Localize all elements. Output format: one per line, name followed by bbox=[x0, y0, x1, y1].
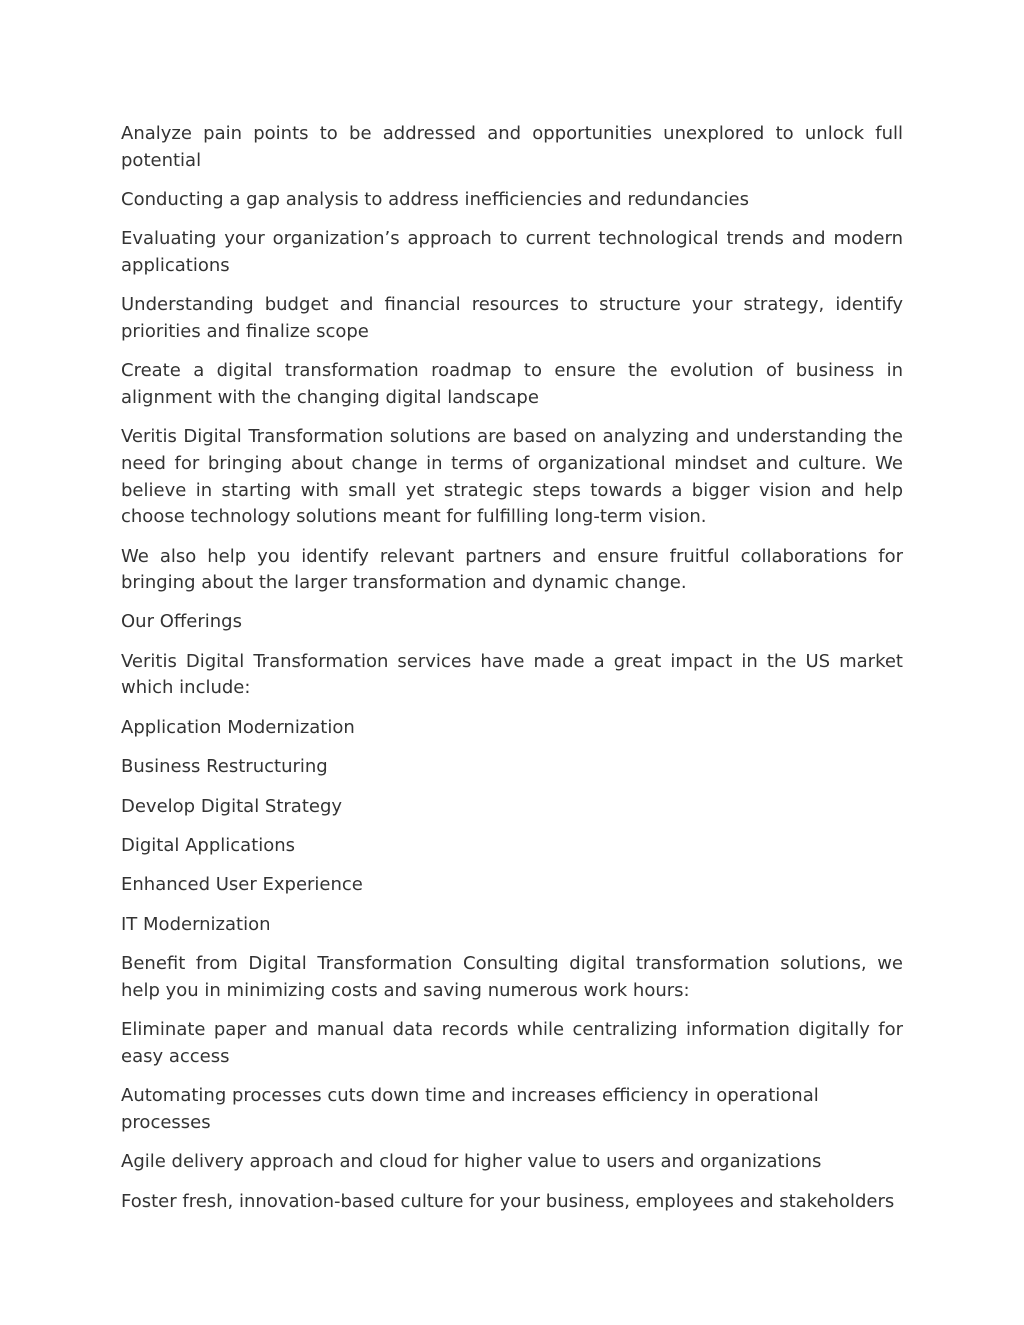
offering-item: Business Restructuring bbox=[121, 756, 328, 778]
paragraph: Understanding budget and financial resources to structure your strategy, identify priorities and finalize scope bbox=[121, 294, 903, 342]
offerings-intro-prefix: Veritis bbox=[121, 650, 186, 672]
paragraph: Analyze pain points to be addressed and opportunities unexplored to unlock full potential bbox=[121, 123, 903, 171]
digital-transformation-services-link[interactable]: Digital Transformation services bbox=[185, 650, 472, 672]
paragraph: We also help you identify relevant partners and ensure fruitful collaborations for bringing about the larger transformation and dynamic change. bbox=[121, 545, 903, 594]
benefit-item: Agile delivery approach and cloud for higher value to users and organizations bbox=[121, 1151, 822, 1173]
document-page bbox=[121, 121, 903, 1228]
paragraph: Veritis Digital Transformation solutions are based on analyzing and understanding the need for bringing about change in terms of organizational mindset and culture. We believe in starting with small yet strategic steps towards a bigger vision and help choose technology solutions meant for fulfilling long-term vision. bbox=[121, 426, 903, 528]
benefit-item: Eliminate paper and manual data records while centralizing information digitally for easy access bbox=[121, 1019, 903, 1067]
offering-item: Develop Digital Strategy bbox=[121, 795, 343, 817]
offering-item: IT Modernization bbox=[121, 913, 271, 935]
benefit-item: Foster fresh, innovation-based culture for your business, employees and stakeholders bbox=[121, 1190, 895, 1212]
benefit-item: Automating processes cuts down time and increases efficiency in operational processes bbox=[121, 1085, 819, 1133]
offerings-intro-suffix: have made a great impact in the US market which include: bbox=[121, 650, 903, 699]
offering-item: Application Modernization bbox=[121, 716, 355, 738]
paragraph: Conducting a gap analysis to address inefficiencies and redundancies bbox=[121, 188, 749, 210]
benefits-intro: Benefit from Digital Transformation Consulting digital transformation solutions, we help you in minimizing costs and saving numerous work hours: bbox=[121, 953, 903, 1001]
offering-item: Enhanced User Experience bbox=[121, 874, 363, 896]
offering-item: Digital Applications bbox=[121, 835, 296, 857]
offerings-heading: Our Offerings bbox=[121, 611, 242, 633]
paragraph: Evaluating your organization’s approach to current technological trends and modern applications bbox=[121, 228, 903, 276]
offerings-intro bbox=[121, 649, 903, 702]
paragraph: Create a digital transformation roadmap to ensure the evolution of business in alignment with the changing digital landscape bbox=[121, 360, 903, 408]
